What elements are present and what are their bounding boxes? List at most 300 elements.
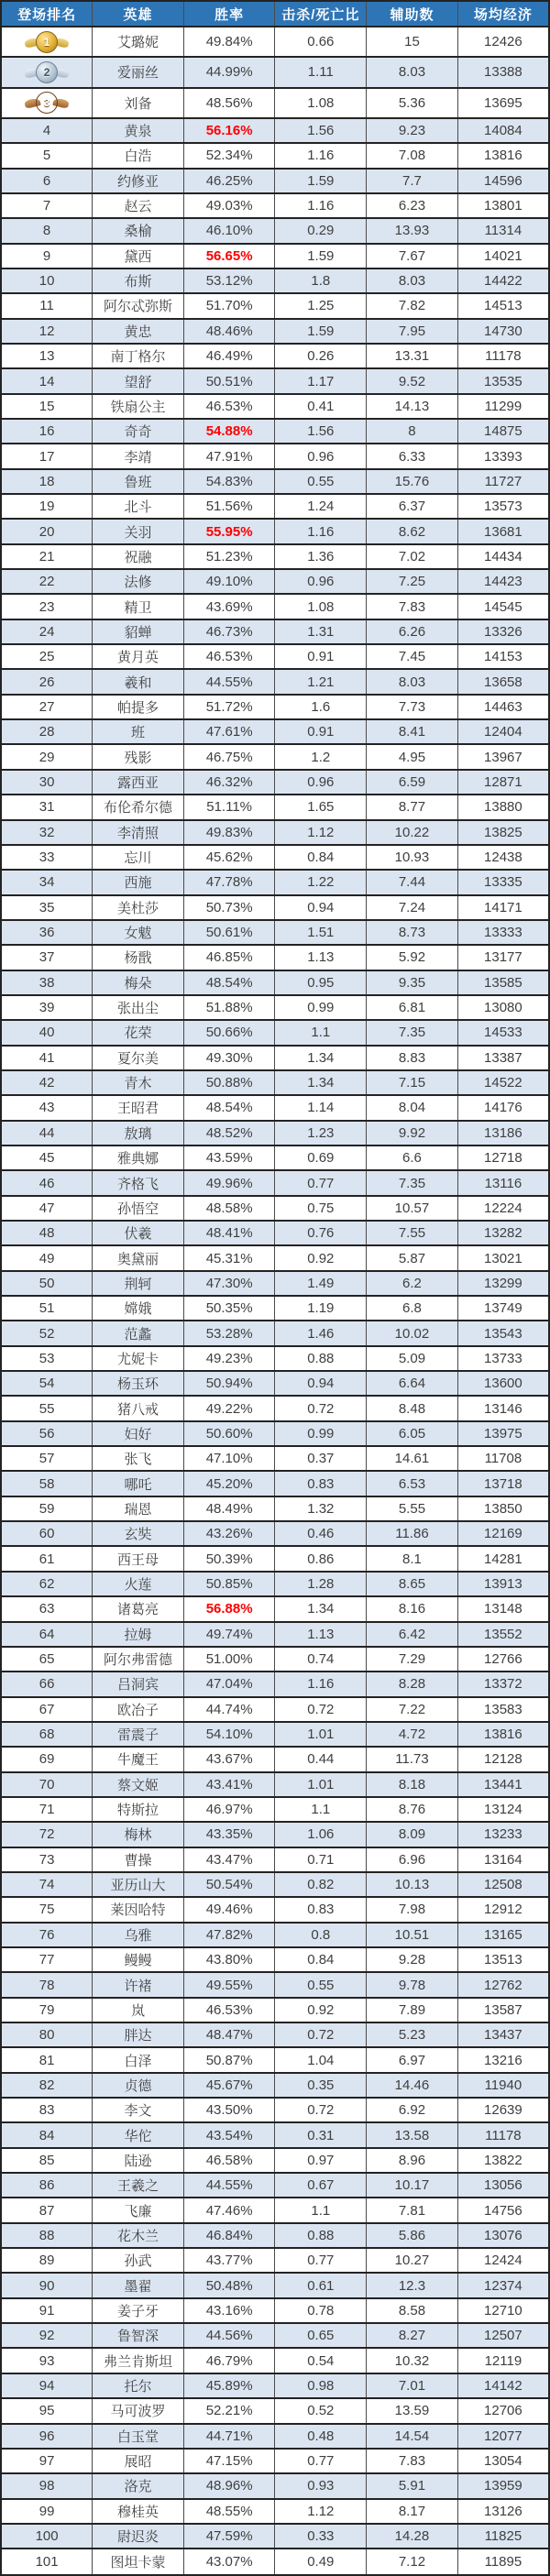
kd-ratio-cell: 1.34: [275, 1596, 367, 1621]
win-rate-cell: 50.51%: [183, 368, 275, 393]
kd-ratio-cell: 1.14: [275, 1095, 367, 1120]
assists-cell: 15.76: [367, 469, 458, 494]
kd-ratio-cell: 0.92: [275, 1998, 367, 2022]
economy-cell: 12507: [457, 2323, 549, 2348]
medal-rank-number: 1: [36, 31, 58, 53]
assists-cell: 10.27: [367, 2248, 458, 2273]
hero-name-cell: 鲁智深: [93, 2323, 184, 2348]
kd-ratio-cell: 1.32: [275, 1496, 367, 1521]
assists-cell: 10.17: [367, 2173, 458, 2198]
assists-cell: 9.35: [367, 970, 458, 995]
win-rate-cell: 46.32%: [183, 770, 275, 795]
economy-cell: 13021: [457, 1245, 549, 1270]
rank-cell: 57: [1, 1446, 93, 1471]
hero-name-cell: 蔡文姬: [93, 1772, 184, 1797]
economy-cell: 14545: [457, 594, 549, 619]
economy-cell: 13388: [457, 57, 549, 87]
rank-cell: 84: [1, 2122, 93, 2147]
kd-ratio-cell: 0.83: [275, 1897, 367, 1922]
hero-name-cell: 墨翟: [93, 2273, 184, 2297]
win-rate-cell: 47.59%: [183, 2524, 275, 2549]
economy-cell: 11178: [457, 2122, 549, 2147]
hero-name-cell: 帕提多: [93, 695, 184, 719]
hero-name-cell: 伏羲: [93, 1221, 184, 1245]
hero-name-cell: 杨戬: [93, 945, 184, 970]
hero-name-cell: 亚历山大: [93, 1872, 184, 1897]
win-rate-cell: 50.54%: [183, 1872, 275, 1897]
hero-name-cell: 忘川: [93, 845, 184, 870]
win-rate-cell: 48.46%: [183, 319, 275, 344]
economy-cell: 13825: [457, 820, 549, 845]
assists-cell: 7.73: [367, 695, 458, 719]
kd-ratio-cell: 1.21: [275, 669, 367, 694]
table-row: [1, 619, 549, 644]
kd-ratio-cell: 0.72: [275, 2098, 367, 2122]
economy-cell: 13333: [457, 920, 549, 945]
win-rate-cell: 44.56%: [183, 2323, 275, 2348]
assists-cell: 5.55: [367, 1496, 458, 1521]
kd-ratio-cell: 0.49: [275, 2549, 367, 2575]
economy-cell: 13124: [457, 1797, 549, 1822]
assists-cell: 10.02: [367, 1321, 458, 1345]
hero-name-cell: 嫦娥: [93, 1296, 184, 1321]
kd-ratio-cell: 0.31: [275, 2122, 367, 2147]
rank-cell: [1, 57, 93, 87]
kd-ratio-cell: 1.08: [275, 594, 367, 619]
win-rate-cell: 51.11%: [183, 795, 275, 819]
hero-name-cell: 李清照: [93, 820, 184, 845]
economy-cell: 13080: [457, 995, 549, 1020]
hero-name-cell: 西施: [93, 870, 184, 894]
rank-cell: [1, 27, 93, 57]
hero-name-cell: 望舒: [93, 368, 184, 393]
economy-cell: 14084: [457, 118, 549, 143]
assists-cell: 6.8: [367, 1296, 458, 1321]
rank-cell: 43: [1, 1095, 93, 1120]
win-rate-cell: 46.79%: [183, 2348, 275, 2373]
table-row: [1, 2373, 549, 2398]
economy-cell: 14730: [457, 319, 549, 344]
assists-cell: 7.98: [367, 1897, 458, 1922]
assists-cell: 12.3: [367, 2273, 458, 2297]
economy-cell: 12718: [457, 1145, 549, 1170]
assists-cell: 7.83: [367, 2449, 458, 2473]
table-row: [1, 2524, 549, 2549]
table-row: [1, 1998, 549, 2022]
assists-cell: 6.37: [367, 494, 458, 519]
rank-cell: 10: [1, 269, 93, 293]
table-row: [1, 193, 549, 218]
win-rate-cell: 56.65%: [183, 244, 275, 269]
economy-cell: 13681: [457, 519, 549, 543]
win-rate-cell: 46.53%: [183, 1998, 275, 2022]
kd-ratio-cell: 0.35: [275, 2073, 367, 2098]
table-row: [1, 1923, 549, 1947]
kd-ratio-cell: 0.77: [275, 2248, 367, 2273]
kd-ratio-cell: 0.65: [275, 2323, 367, 2348]
economy-cell: 13372: [457, 1672, 549, 1696]
assists-cell: 10.93: [367, 845, 458, 870]
table-row: [1, 419, 549, 444]
rank-cell: 92: [1, 2323, 93, 2348]
assists-cell: 8.77: [367, 795, 458, 819]
kd-ratio-cell: 1.16: [275, 1672, 367, 1696]
assists-cell: 6.64: [367, 1371, 458, 1396]
hero-name-cell: 孙武: [93, 2248, 184, 2273]
hero-name-cell: 梅林: [93, 1822, 184, 1847]
rank-cell: 71: [1, 1797, 93, 1822]
table-row: [1, 1271, 549, 1296]
table-row: [1, 1421, 549, 1446]
economy-cell: 12224: [457, 1196, 549, 1221]
table-row: [1, 2348, 549, 2373]
table-row: [1, 1070, 549, 1095]
hero-name-cell: 班: [93, 719, 184, 744]
win-rate-cell: 47.10%: [183, 1446, 275, 1471]
assists-cell: 6.81: [367, 995, 458, 1020]
table-row: [1, 719, 549, 744]
hero-name-cell: 张飞: [93, 1446, 184, 1471]
kd-ratio-cell: 0.77: [275, 1170, 367, 1195]
kd-ratio-cell: 0.94: [275, 1371, 367, 1396]
win-rate-cell: 47.61%: [183, 719, 275, 744]
rank-cell: 93: [1, 2348, 93, 2373]
hero-name-cell: 乌雅: [93, 1923, 184, 1947]
hero-name-cell: 奥黛丽: [93, 1245, 184, 1270]
win-rate-cell: 48.96%: [183, 2473, 275, 2498]
kd-ratio-cell: 1.6: [275, 695, 367, 719]
rank-cell: 62: [1, 1572, 93, 1596]
table-row: [1, 494, 549, 519]
kd-ratio-cell: 1.16: [275, 519, 367, 543]
kd-ratio-cell: 0.41: [275, 394, 367, 419]
hero-name-cell: 岚: [93, 1998, 184, 2022]
hero-name-cell: 贞德: [93, 2073, 184, 2098]
economy-cell: 13535: [457, 368, 549, 393]
win-rate-cell: 47.91%: [183, 444, 275, 468]
assists-cell: 7.08: [367, 143, 458, 168]
win-rate-cell: 52.21%: [183, 2398, 275, 2423]
assists-cell: 13.59: [367, 2398, 458, 2423]
table-row: [1, 870, 549, 894]
kd-ratio-cell: 0.72: [275, 1396, 367, 1420]
assists-cell: 13.31: [367, 344, 458, 368]
table-row: [1, 368, 549, 393]
economy-cell: 13600: [457, 1371, 549, 1396]
assists-cell: 4.72: [367, 1722, 458, 1747]
win-rate-cell: 46.84%: [183, 2223, 275, 2248]
kd-ratio-cell: 0.96: [275, 569, 367, 594]
column-header-hero: 英雄: [93, 1, 184, 27]
table-row: [1, 394, 549, 419]
table-row: [1, 218, 549, 243]
assists-cell: 11.86: [367, 1521, 458, 1546]
economy-cell: 13282: [457, 1221, 549, 1245]
table-row: [1, 293, 549, 318]
kd-ratio-cell: 1.08: [275, 88, 367, 118]
rank-cell: 83: [1, 2098, 93, 2122]
win-rate-cell: 44.55%: [183, 2173, 275, 2198]
win-rate-cell: 50.87%: [183, 2047, 275, 2072]
economy-cell: 13054: [457, 2449, 549, 2473]
rank-cell: 32: [1, 820, 93, 845]
assists-cell: 8.18: [367, 1772, 458, 1797]
rank-cell: 72: [1, 1822, 93, 1847]
kd-ratio-cell: 0.72: [275, 2022, 367, 2047]
rank-cell: 33: [1, 845, 93, 870]
rank-cell: 16: [1, 419, 93, 444]
economy-cell: 14533: [457, 1020, 549, 1045]
assists-cell: 7.22: [367, 1697, 458, 1722]
hero-name-cell: 猪八戒: [93, 1396, 184, 1420]
rank-cell: 80: [1, 2022, 93, 2047]
table-row: [1, 1221, 549, 1245]
column-header-economy: 场均经济: [457, 1, 549, 27]
hero-name-cell: 精卫: [93, 594, 184, 619]
kd-ratio-cell: 0.97: [275, 2148, 367, 2173]
table-row: [1, 2323, 549, 2348]
win-rate-cell: 49.83%: [183, 820, 275, 845]
hero-name-cell: 尤妮卡: [93, 1346, 184, 1371]
hero-name-cell: 夏尔美: [93, 1046, 184, 1070]
table-row: [1, 57, 549, 87]
win-rate-cell: 43.80%: [183, 1947, 275, 1972]
win-rate-cell: 46.10%: [183, 218, 275, 243]
table-row: [1, 2022, 549, 2047]
kd-ratio-cell: 1.17: [275, 368, 367, 393]
hero-name-cell: 飞廉: [93, 2198, 184, 2222]
kd-ratio-cell: 1.25: [275, 293, 367, 318]
assists-cell: 8: [367, 419, 458, 444]
assists-cell: 8.03: [367, 57, 458, 87]
win-rate-cell: 48.55%: [183, 2499, 275, 2524]
rank-cell: 70: [1, 1772, 93, 1797]
rank-cell: 12: [1, 319, 93, 344]
table-row: [1, 2424, 549, 2449]
hero-name-cell: 陆逊: [93, 2148, 184, 2173]
table-row: [1, 2398, 549, 2423]
win-rate-cell: 46.25%: [183, 169, 275, 193]
win-rate-cell: 50.73%: [183, 895, 275, 920]
hero-name-cell: 孙悟空: [93, 1196, 184, 1221]
win-rate-cell: 46.85%: [183, 945, 275, 970]
rank-cell: 97: [1, 2449, 93, 2473]
win-rate-cell: 45.62%: [183, 845, 275, 870]
rank-cell: 27: [1, 695, 93, 719]
assists-cell: 5.92: [367, 945, 458, 970]
hero-name-cell: 荆轲: [93, 1271, 184, 1296]
win-rate-cell: 46.53%: [183, 394, 275, 419]
win-rate-cell: 47.78%: [183, 870, 275, 894]
win-rate-cell: 50.35%: [183, 1296, 275, 1321]
header-row: [1, 1, 549, 27]
hero-name-cell: 姜子牙: [93, 2298, 184, 2323]
kd-ratio-cell: 1.28: [275, 1572, 367, 1596]
rank-cell: 41: [1, 1046, 93, 1070]
column-header-assists: 辅助数: [367, 1, 458, 27]
hero-name-cell: 欧冶子: [93, 1697, 184, 1722]
rank-cell: 63: [1, 1596, 93, 1621]
win-rate-cell: 49.96%: [183, 1170, 275, 1195]
kd-ratio-cell: 0.88: [275, 1346, 367, 1371]
assists-cell: 14.28: [367, 2524, 458, 2549]
economy-cell: 12508: [457, 1872, 549, 1897]
economy-cell: 13186: [457, 1121, 549, 1145]
win-rate-cell: 48.49%: [183, 1496, 275, 1521]
assists-cell: 8.16: [367, 1596, 458, 1621]
hero-name-cell: 李文: [93, 2098, 184, 2122]
win-rate-cell: 43.47%: [183, 1847, 275, 1872]
kd-ratio-cell: 0.61: [275, 2273, 367, 2297]
hero-name-cell: 祝融: [93, 544, 184, 569]
rank-cell: 89: [1, 2248, 93, 2273]
table-row: [1, 2173, 549, 2198]
assists-cell: 7.24: [367, 895, 458, 920]
economy-cell: 11299: [457, 394, 549, 419]
table-row: [1, 1245, 549, 1270]
assists-cell: 11.73: [367, 1747, 458, 1771]
win-rate-cell: 43.50%: [183, 2098, 275, 2122]
rank-cell: 75: [1, 1897, 93, 1922]
column-header-rank: 登场排名: [1, 1, 93, 27]
kd-ratio-cell: 0.55: [275, 1972, 367, 1997]
economy-cell: 13658: [457, 669, 549, 694]
hero-name-cell: 特斯拉: [93, 1797, 184, 1822]
assists-cell: 6.26: [367, 619, 458, 644]
table-row: [1, 1095, 549, 1120]
hero-name-cell: 展昭: [93, 2449, 184, 2473]
hero-name-cell: 牛魔王: [93, 1747, 184, 1771]
win-rate-cell: 43.77%: [183, 2248, 275, 2273]
economy-cell: 12871: [457, 770, 549, 795]
win-rate-cell: 51.56%: [183, 494, 275, 519]
table-row: [1, 118, 549, 143]
win-rate-cell: 48.58%: [183, 1196, 275, 1221]
assists-cell: 8.83: [367, 1046, 458, 1070]
assists-cell: 8.58: [367, 2298, 458, 2323]
hero-name-cell: 约修亚: [93, 169, 184, 193]
table-row: [1, 1521, 549, 1546]
column-header-kd-ratio: 击杀/死亡比: [275, 1, 367, 27]
rank-cell: 11: [1, 293, 93, 318]
hero-name-cell: 白泽: [93, 2047, 184, 2072]
rank-cell: 73: [1, 1847, 93, 1872]
rank-cell: 9: [1, 244, 93, 269]
kd-ratio-cell: 0.46: [275, 1521, 367, 1546]
rank-cell: 69: [1, 1747, 93, 1771]
rank-cell: 19: [1, 494, 93, 519]
rank-cell: 47: [1, 1196, 93, 1221]
economy-cell: 14176: [457, 1095, 549, 1120]
table-row: [1, 995, 549, 1020]
assists-cell: 14.54: [367, 2424, 458, 2449]
win-rate-cell: 48.54%: [183, 970, 275, 995]
assists-cell: 7.44: [367, 870, 458, 894]
kd-ratio-cell: 1.16: [275, 143, 367, 168]
hero-name-cell: 女魃: [93, 920, 184, 945]
rank-cell: 6: [1, 169, 93, 193]
hero-name-cell: 青木: [93, 1070, 184, 1095]
kd-ratio-cell: 1.23: [275, 1121, 367, 1145]
hero-name-cell: 张出尘: [93, 995, 184, 1020]
win-rate-cell: 50.61%: [183, 920, 275, 945]
economy-cell: 11940: [457, 2073, 549, 2098]
rank-cell: 4: [1, 118, 93, 143]
rank-cell: 52: [1, 1321, 93, 1345]
kd-ratio-cell: 0.29: [275, 218, 367, 243]
hero-name-cell: 爱丽丝: [93, 57, 184, 87]
win-rate-cell: 51.00%: [183, 1647, 275, 1672]
assists-cell: 7.45: [367, 644, 458, 669]
economy-cell: 13543: [457, 1321, 549, 1345]
rank-cell: 28: [1, 719, 93, 744]
bronze-medal-icon: [24, 91, 70, 115]
win-rate-cell: 50.66%: [183, 1020, 275, 1045]
kd-ratio-cell: 1.16: [275, 193, 367, 218]
table-row: [1, 469, 549, 494]
kd-ratio-cell: 0.77: [275, 2449, 367, 2473]
economy-cell: 12128: [457, 1747, 549, 1771]
hero-name-cell: 托尔: [93, 2373, 184, 2398]
hero-name-cell: 铁扇公主: [93, 394, 184, 419]
rank-cell: 46: [1, 1170, 93, 1195]
assists-cell: 6.2: [367, 1271, 458, 1296]
assists-cell: 10.13: [367, 1872, 458, 1897]
kd-ratio-cell: 1.65: [275, 795, 367, 819]
hero-name-cell: 图坦卡蒙: [93, 2549, 184, 2575]
rank-cell: 30: [1, 770, 93, 795]
table-row: [1, 1897, 549, 1922]
rank-cell: 13: [1, 344, 93, 368]
win-rate-cell: 50.48%: [183, 2273, 275, 2297]
win-rate-cell: 49.46%: [183, 1897, 275, 1922]
economy-cell: 12374: [457, 2273, 549, 2297]
rank-cell: 36: [1, 920, 93, 945]
rank-cell: 54: [1, 1371, 93, 1396]
kd-ratio-cell: 0.82: [275, 1872, 367, 1897]
kd-ratio-cell: 0.37: [275, 1446, 367, 1471]
table-row: [1, 895, 549, 920]
rank-cell: 94: [1, 2373, 93, 2398]
win-rate-cell: 49.74%: [183, 1622, 275, 1647]
kd-ratio-cell: 0.94: [275, 895, 367, 920]
kd-ratio-cell: 0.95: [275, 970, 367, 995]
assists-cell: 6.59: [367, 770, 458, 795]
assists-cell: 5.86: [367, 2223, 458, 2248]
win-rate-cell: 45.31%: [183, 1245, 275, 1270]
kd-ratio-cell: 1.1: [275, 2198, 367, 2222]
table-row: [1, 795, 549, 819]
win-rate-cell: 48.47%: [183, 2022, 275, 2047]
economy-cell: 13056: [457, 2173, 549, 2198]
hero-name-cell: 美杜莎: [93, 895, 184, 920]
assists-cell: 8.1: [367, 1546, 458, 1571]
hero-name-cell: 许褚: [93, 1972, 184, 1997]
assists-cell: 10.51: [367, 1923, 458, 1947]
table-row: [1, 2298, 549, 2323]
economy-cell: 13148: [457, 1596, 549, 1621]
win-rate-cell: 49.84%: [183, 27, 275, 57]
win-rate-cell: 46.97%: [183, 1797, 275, 1822]
rank-cell: 14: [1, 368, 93, 393]
table-row: [1, 1772, 549, 1797]
assists-cell: 8.65: [367, 1572, 458, 1596]
table-row: [1, 1822, 549, 1847]
win-rate-cell: 56.88%: [183, 1596, 275, 1621]
table-row: [1, 1196, 549, 1221]
table-row: [1, 1396, 549, 1420]
hero-name-cell: 洛克: [93, 2473, 184, 2498]
